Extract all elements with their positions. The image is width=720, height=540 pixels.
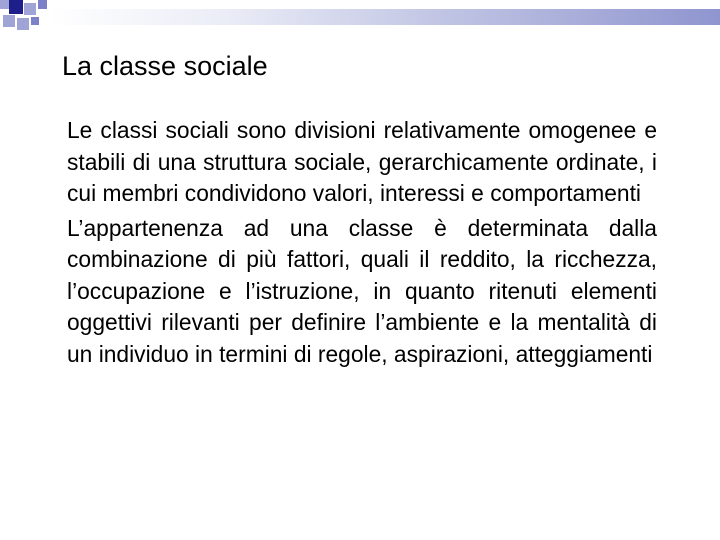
- paragraph: Le classi sociali sono divisioni relativamente omogenee e stabili di una struttura sociale, gerarchicamente ordinate, i cui membri condividono valori, interessi e comportamenti: [67, 117, 657, 206]
- decorative-square: [31, 17, 39, 25]
- decorative-square: [17, 18, 29, 30]
- header-gradient-bar: [48, 9, 720, 25]
- decorative-square: [3, 15, 15, 27]
- decorative-square: [38, 0, 47, 9]
- decorative-square: [0, 0, 9, 9]
- slide-title: La classe sociale: [62, 51, 268, 81]
- decorative-square: [24, 3, 36, 15]
- paragraph: L’appartenenza ad una classe è determinata dalla combinazione di più fattori, quali il reddito, la ricchezza, l’occupazione e l’istruzione, in quanto ritenuti elementi oggettivi rilevanti per definire l’ambiente e la mentalità di un individuo in termini di regole, aspirazioni, atteggiamenti: [67, 214, 657, 367]
- slide-body: [67, 115, 657, 373]
- decorative-square: [9, 0, 23, 14]
